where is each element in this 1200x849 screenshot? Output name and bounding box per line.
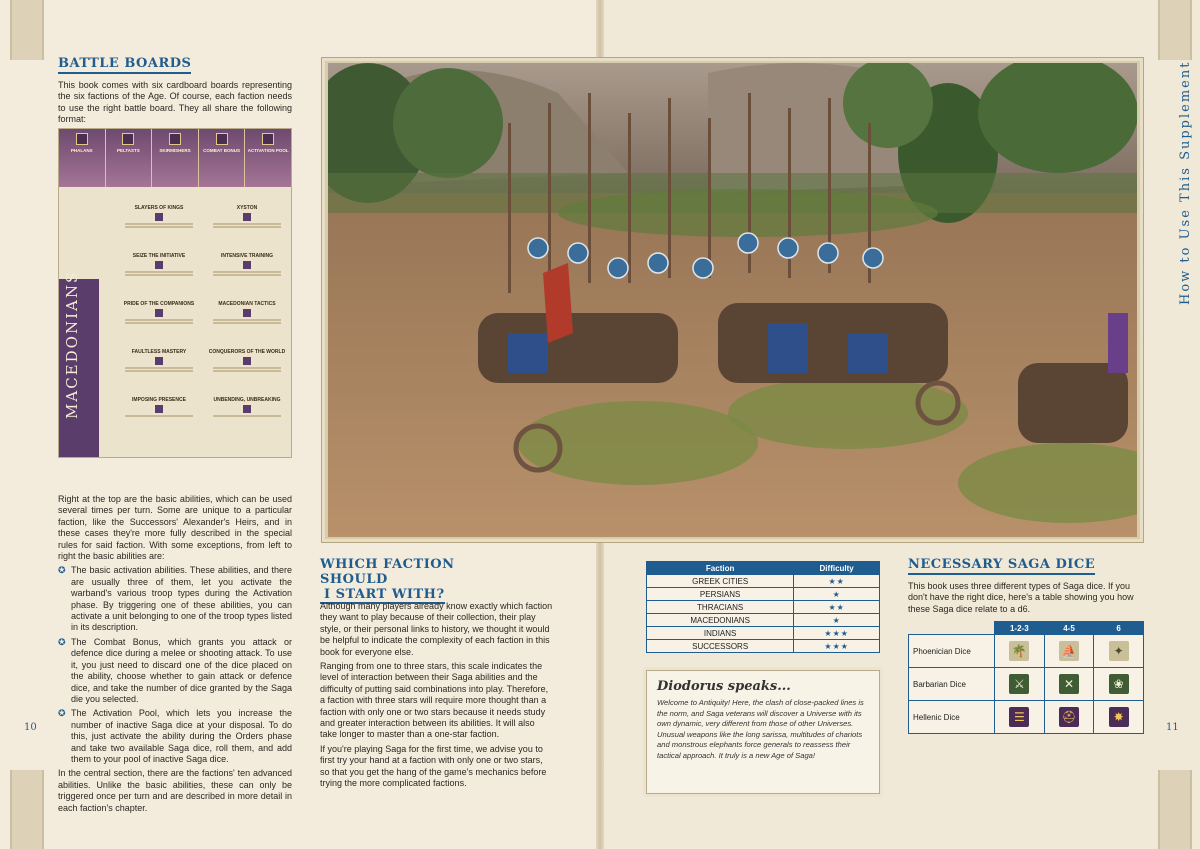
board-ability: INTENSIVE TRAINING [207,253,287,277]
table-row: THRACIANS ★★ [647,601,880,614]
paragraph: Ranging from one to three stars, this scale indicates the level of interaction between their Saga abilities and the difficulty of putting said combinations into play. Therefore, a faction with three stars will require more thought than a faction with only one or two stars because it needs study and greater interaction between its abilities. It will also take longer to master than a one-star faction. [320,661,549,740]
ship-icon: ⛵ [1059,641,1079,661]
paragraph: Right at the top are the basic abilities, which can be used several times per turn. Some are unique to a particular faction, like the Successors' Alexander's Heirs, and in these cases they're more fully described in the special rules for said faction. With some exceptions, from left to right the basic abilities are: [58,494,292,562]
table-row: MACEDONIANS ★ [647,614,880,627]
battle-board-image [58,128,292,458]
board-ability: CONQUERORS OF THE WORLD [207,349,287,373]
table-row [909,668,1144,701]
miniatures-photo [328,63,1137,537]
battleboards-title: BATTLE BOARDS [58,56,191,74]
left-column-ornament-bottom [10,770,44,849]
board-ability: XYSTON [207,205,287,229]
crossed-swords-icon: ⚔ [1009,674,1029,694]
board-slot: SKIRMISHERS [152,129,199,187]
vergina-sun-icon: ✸ [1109,707,1129,727]
right-column-ornament-bottom [1158,770,1192,849]
dice-name: Barbarian Dice [909,668,995,701]
board-ability: IMPOSING PRESENCE [119,397,199,418]
bullet-item: ✪ The basic activation abilities. These abilities, and there are usually three of them, let you activate the warband's various troop types during the Activation phase. By triggering one of these abilities, you can activate a unit belonging to one of the troop types listed in its description. [58,565,292,633]
chapter-vertical-title: How to Use This Supplement [1178,60,1193,305]
board-ability: FAULTLESS MASTERY [119,349,199,373]
column-header: 4-5 [1044,622,1094,635]
board-ability: SEIZE THE INITIATIVE [119,253,199,277]
table-header-row [909,622,1144,635]
bullet-item: ✪ The Activation Pool, which lets you increase the number of inactive Saga dice at your disposal. To do this, just activate the ability during the Orders phase and take two available Saga dice, roll them, and add them to your pool of inactive Saga dice. [58,708,292,764]
temple-icon: ☰ [1009,707,1029,727]
table-row: SUCCESSORS ★★★ [647,640,880,653]
table-header-row [647,562,880,575]
table-row: INDIANS ★★★ [647,627,880,640]
crossed-axes-icon: ✕ [1059,674,1079,694]
left-column-ornament [10,0,44,60]
column-header: Difficulty [794,562,880,575]
paragraph: If you're playing Saga for the first time, we advise you to first try your hand at a faction with only one or two stars, so that you get the hang of the game's mechanics before trying the more complicated factions. [320,743,547,789]
table-row: PERSIANS ★ [647,588,880,601]
quote-title: Diodorus speaks... [657,679,791,694]
deity-icon: ✦ [1109,641,1129,661]
bullet-icon: ✪ [58,708,66,719]
paragraph: Although many players already know exactly which faction they want to play because of their collection, their play style, or their personal links to history, we thought it would be helpful to indicate the complexity of each faction in this book for everyone else. [320,601,553,657]
board-ability: SLAYERS OF KINGS [119,205,199,229]
board-advanced-abilities [119,203,289,453]
bullet-item: ✪ The Combat Bonus, which grants you attack or defence dice during a melee or shooting attack. To use it, you just need to discard one of the dice placed on the ability, choose whether to gain attack or defence dice, and take the number of dice granted by the Saga die you selected. [58,636,292,704]
quote-body: Welcome to Antiquity! Here, the clash of close-packed lines is the norm, and Saga veterans will discover a Universe with its own dynamic, very different from those of other Universes. Unusual weapons like the long sarissa, multitudes of chariots and monstrous elephants force generals to reassess their tactical approach. It truly is a new Age of Saga! [657,698,864,760]
saga-dice-intro: This book uses three different types of Saga dice. If you don't have the right dice, here's a table showing you how these Saga dice relate to a d6. [908,581,1134,614]
which-faction-title-line1: WHICH FACTION SHOULD [320,557,455,587]
battle-scene-illustration [328,63,1137,537]
dice-name: Phoenician Dice [909,635,995,668]
table-row [909,635,1144,668]
board-ability: PRIDE OF THE COMPANIONS [119,301,199,325]
saga-dice-table [908,621,1144,734]
board-slot: PHALANX [59,129,106,187]
board-ability: MACEDONIAN TACTICS [207,301,287,325]
which-faction-title-line2: I START WITH? [320,587,445,604]
faction-difficulty-table [646,561,880,653]
table-row: GREEK CITIES ★★ [647,575,880,588]
board-ability: UNBENDING, UNBREAKING [207,397,287,418]
table-row [909,701,1144,734]
board-slot: COMBAT BONUS [199,129,246,187]
helmet-icon: ⛑ [1059,707,1079,727]
page-number-left: 10 [24,722,37,733]
board-basic-abilities [59,129,291,187]
paragraph: In the central section, there are the factions' ten advanced abilities. Unlike the basic abilities, these can only be triggered once per turn and are described in more detail in each faction's chapter. [58,768,292,813]
board-slot: PELTASTS [106,129,153,187]
bullet-icon: ✪ [58,565,66,576]
which-faction-body [320,601,554,793]
blank-header [909,622,995,635]
saga-dice-title: NECESSARY SAGA DICE [908,557,1095,575]
diodorus-quote-box [646,670,880,794]
column-header: 6 [1094,622,1144,635]
battleboards-intro: This book comes with six cardboard boards representing the six factions of the Age. Of course, each faction needs to use the right battle board. They all share the following format: [58,80,292,125]
column-header: Faction [647,562,794,575]
bullet-icon: ✪ [58,636,66,647]
board-slot: ACTIVATION POOL [245,129,291,187]
which-faction-title [320,557,480,605]
right-column-ornament [1158,0,1192,60]
page-number-right: 11 [1166,722,1179,733]
left-body-text [58,494,292,817]
column-header: 1-2-3 [995,622,1045,635]
board-faction-name: MACEDONIANS [63,270,81,419]
palm-icon: 🌴 [1009,641,1029,661]
triskelion-icon: ❀ [1109,674,1129,694]
dice-name: Hellenic Dice [909,701,995,734]
